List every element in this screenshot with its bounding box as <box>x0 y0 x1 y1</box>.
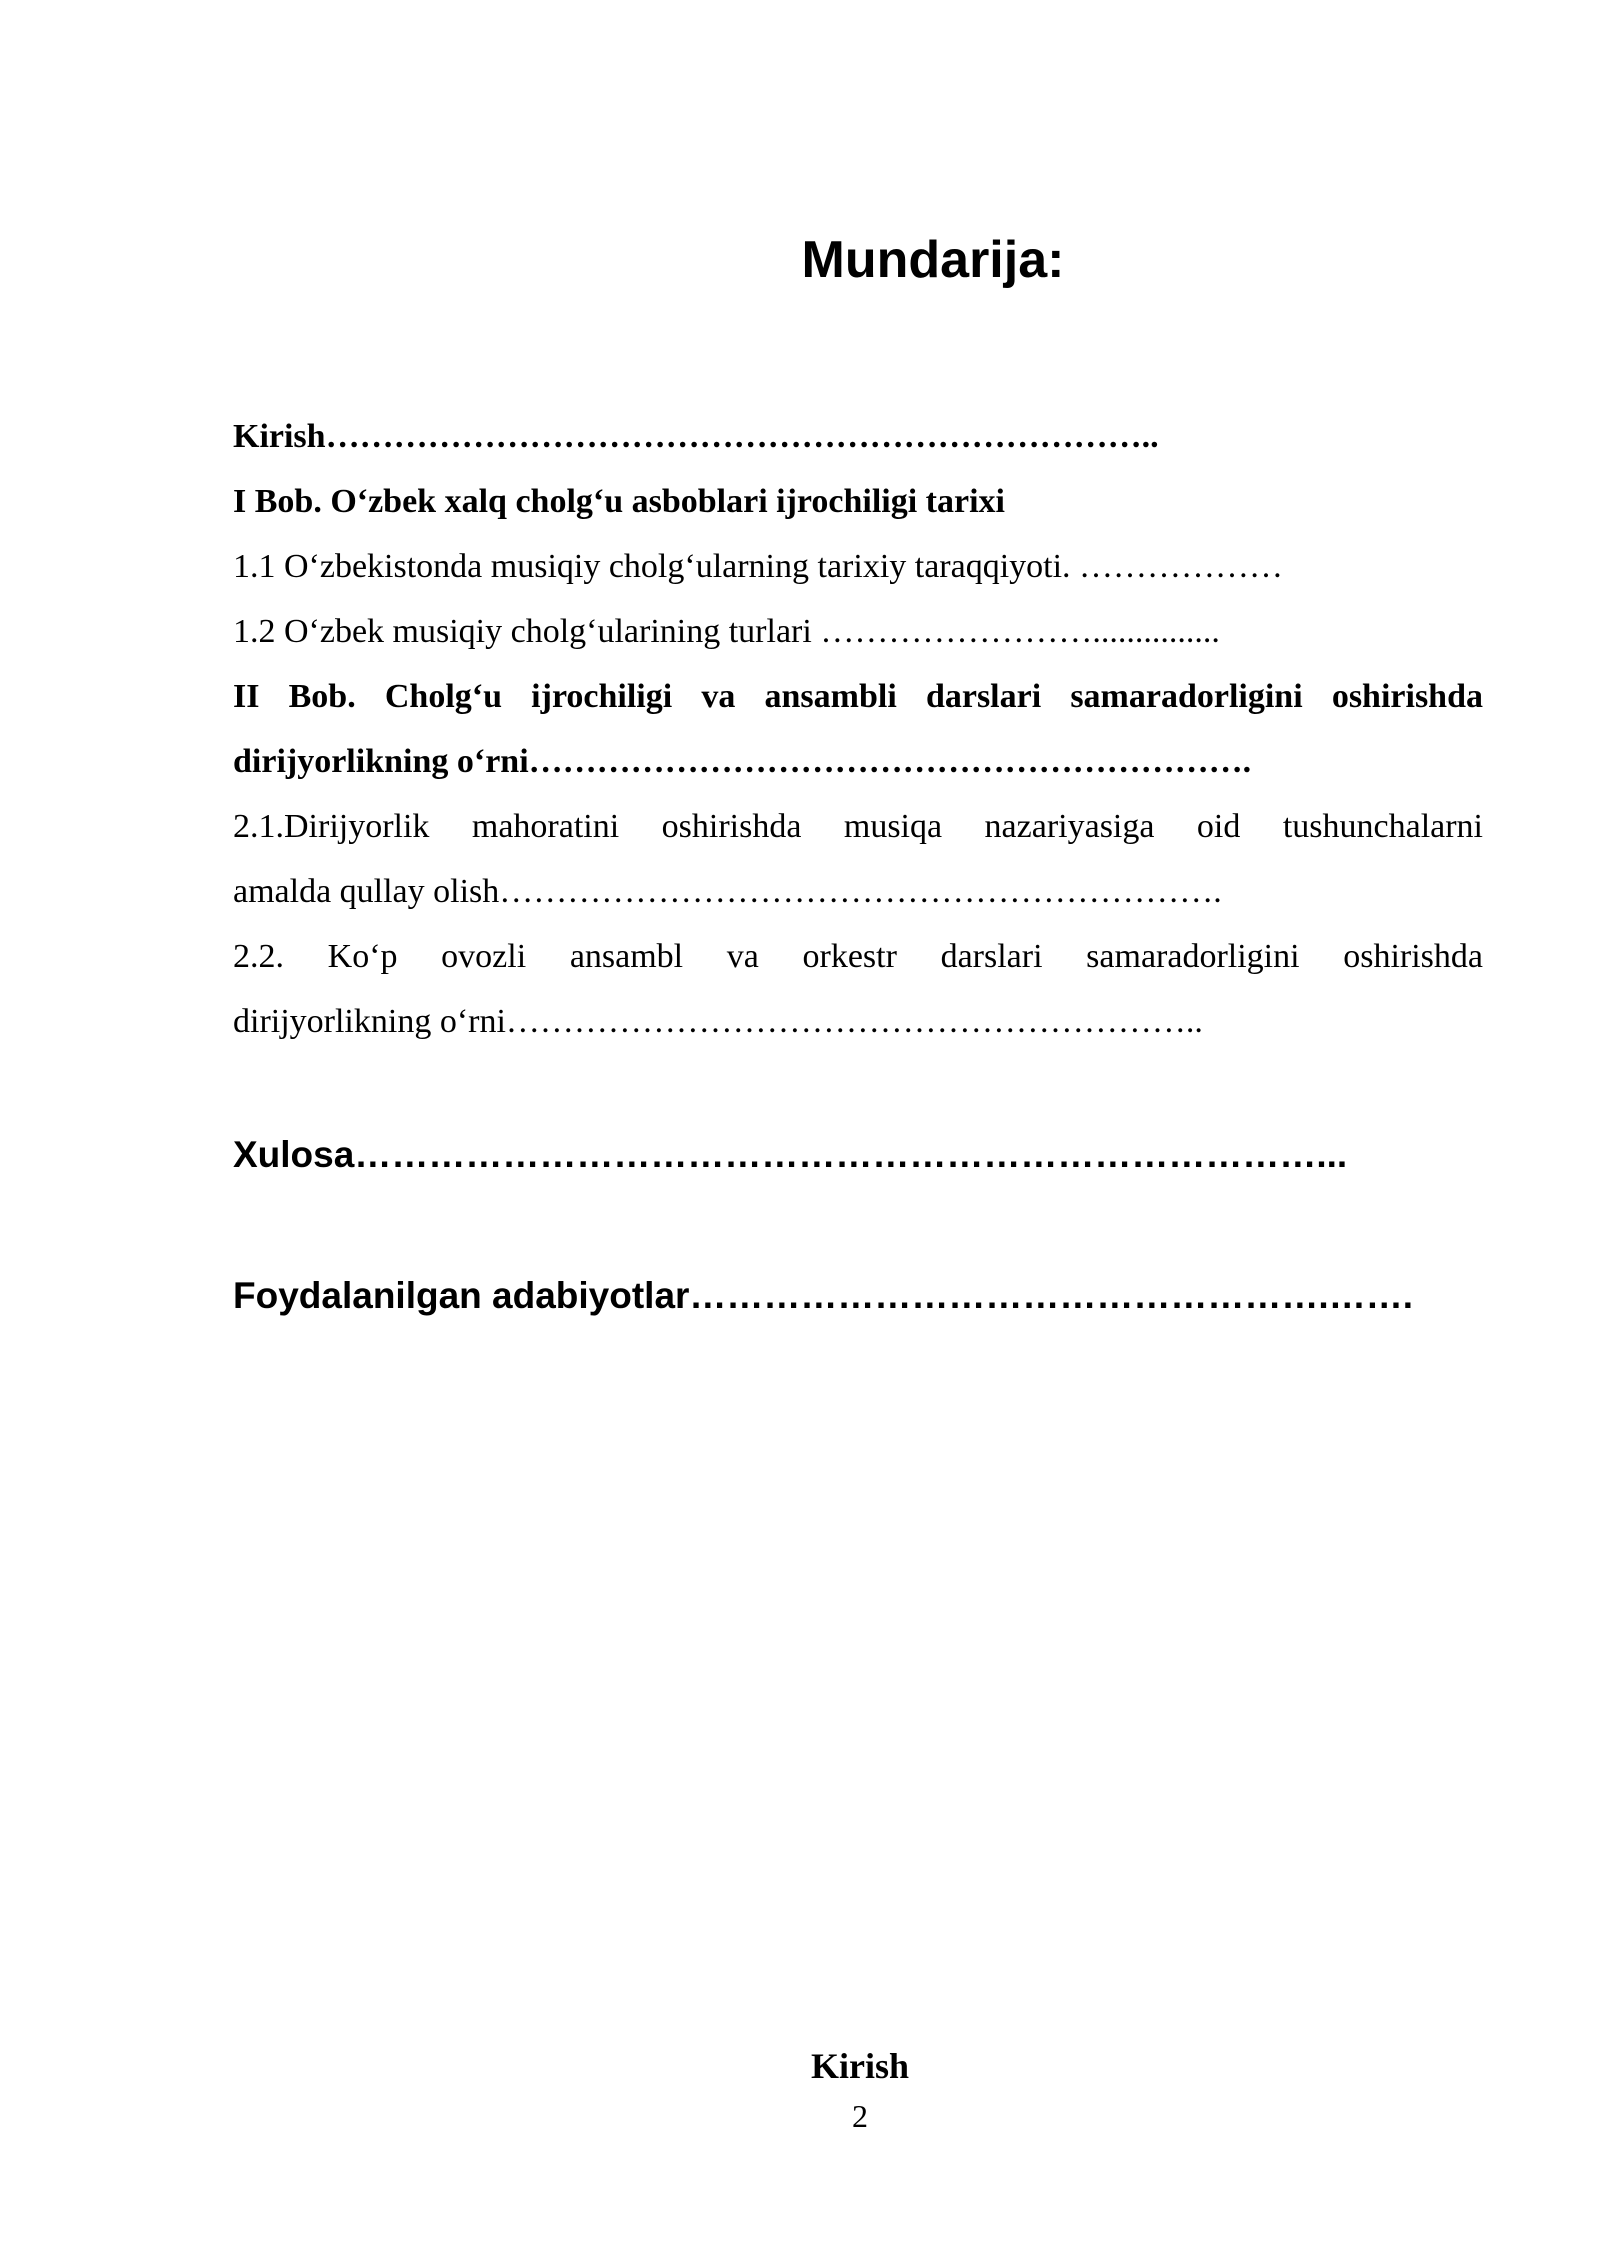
next-section-heading: Kirish <box>810 2046 909 2086</box>
toc-entry-section-2-2-continued: dirijyorlikning o‘rni…………………………………………………….. <box>233 1003 1203 1040</box>
toc-entry-section-1-2: 1.2 O‘zbek musiqiy cholg‘ularining turlari ……………………............... <box>233 613 1220 650</box>
toc-entry-section-1-1: 1.1 O‘zbekistonda musiqiy cholg‘ularning tarixiy taraqqiyoti. ……………… <box>233 548 1284 585</box>
toc-entry-chapter-2: II Bob. Cholg‘u ijrochiligi va ansambli darslari samaradorligini oshirishda <box>233 678 1483 715</box>
toc-entry-xulosa: Xulosa……………………………………………………………………... <box>233 1134 1348 1175</box>
toc-entry-adabiyotlar: Foydalanilgan adabiyotlar…………………………………………….……. <box>233 1275 1413 1316</box>
toc-entry-chapter-2-continued: dirijyorlikning o‘rni………………………………………………………. <box>233 743 1252 780</box>
table-of-contents <box>233 404 1483 1328</box>
page-title: Mundarija: <box>801 231 1065 289</box>
toc-entry-section-2-1: 2.1.Dirijyorlik mahoratini oshirishda musiqa nazariyasiga oid tushunchalarni <box>233 808 1483 845</box>
toc-entry-chapter-1: I Bob. O‘zbek xalq cholg‘u asboblari ijrochiligi tarixi <box>233 483 1005 520</box>
toc-entry-kirish: Kirish……………………………………………………………….. <box>233 418 1159 455</box>
toc-entry-section-2-2: 2.2. Ko‘p ovozli ansambl va orkestr darslari samaradorligini oshirishda <box>233 938 1483 975</box>
toc-entry-section-2-1-continued: amalda qullay olish………………………………………………………. <box>233 873 1222 910</box>
page-number: 2 <box>852 2098 868 2134</box>
